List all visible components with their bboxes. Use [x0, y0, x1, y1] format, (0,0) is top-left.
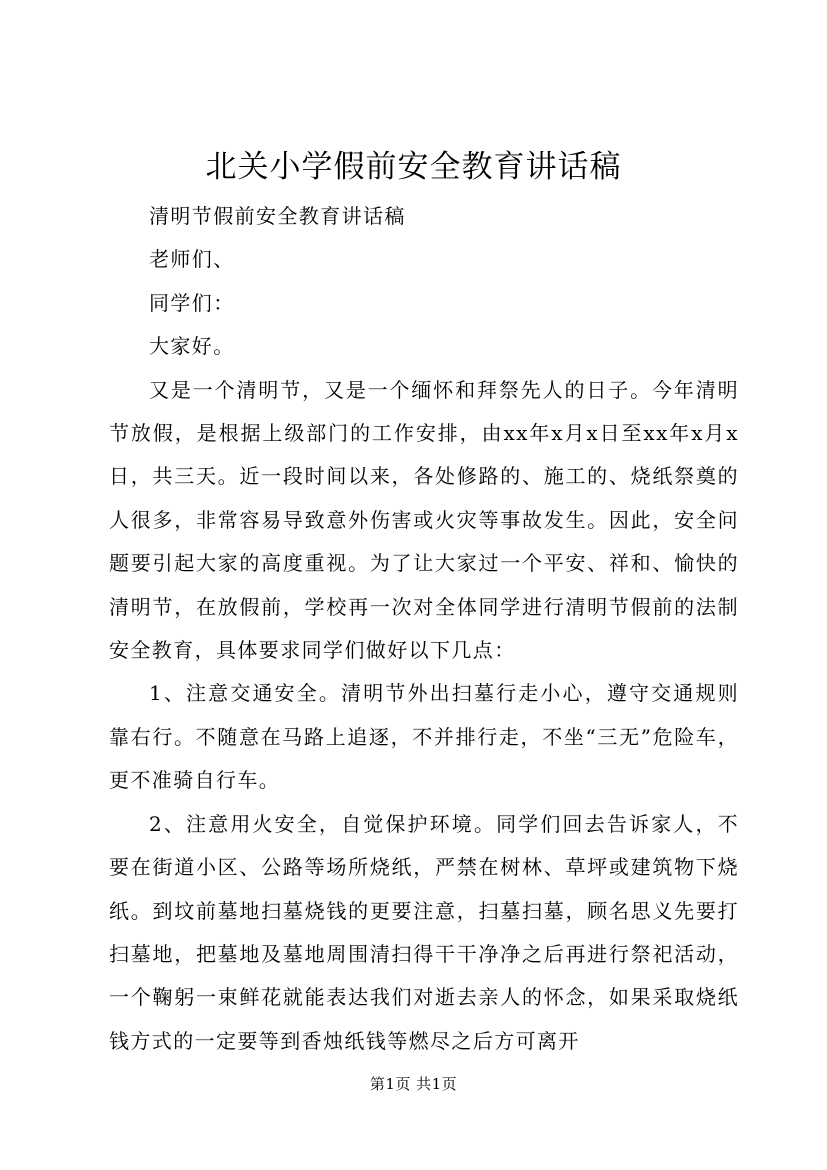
- document-body: [109, 195, 739, 1063]
- paragraph-subtitle: 清明节假前安全教育讲话稿: [149, 204, 406, 228]
- paragraph-salutation-students: 同学们：: [149, 290, 235, 315]
- paragraph-traffic-safety: 1、注意交通安全。清明节外出扫墓行走小心，遵守交通规则靠右行。不随意在马路上追逐，不并排行走，不坐“三无”危险车，更不准骑自行车。: [109, 681, 739, 793]
- document-title: 北关小学假前安全教育讲话稿: [205, 149, 622, 185]
- paragraph-salutation-teachers: 老师们、: [149, 247, 235, 272]
- paragraph-greeting: 大家好。: [149, 334, 235, 359]
- paragraph-introduction: 又是一个清明节，又是一个缅怀和拜祭先人的日子。今年清明节放假，是根据上级部门的工作安排，由xx年x月x日至xx年x月x日，共三天。近一段时间以来，各处修路的、施工的、烧纸祭奠的人很多，非常容易导致意外伤害或火灾等事故发生。因此，安全问题要引起大家的高度重视。为了让大家过一个平安、祥和、愉快的清明节，在放假前，学校再一次对全体同学进行清明节假前的法制安全教育，具体要求同学们做好以下几点：: [109, 377, 739, 663]
- paragraph-fire-safety: 2、注意用火安全，自觉保护环境。同学们回去告诉家人，不要在街道小区、公路等场所烧纸，严禁在树林、草坪或建筑物下烧纸。到坟前墓地扫墓烧钱的更要注意，扫墓扫墓，顾名思义先要打扫墓地，把墓地及墓地周围清扫得干干净净之后再进行祭祀活动，一个鞠躬一束鲜花就能表达我们对逝去亲人的怀念，如果采取烧纸钱方式的一定要等到香烛纸钱等燃尽之后方可离开: [109, 811, 739, 1053]
- page-number-footer: 第1页 共1页: [369, 1075, 458, 1093]
